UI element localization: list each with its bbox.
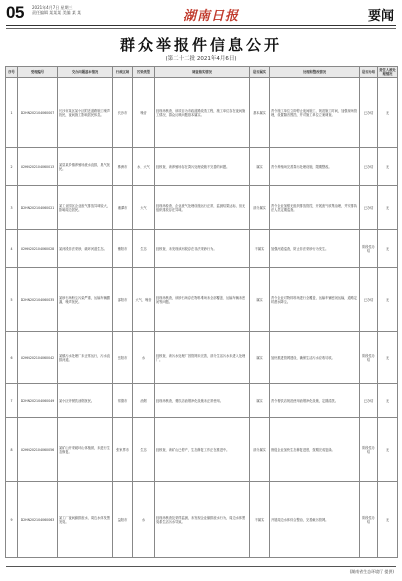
case-description: 某镇污水处理厂未正常运行，污水直排河道。 <box>58 332 113 384</box>
accountability: 无 <box>378 78 398 148</box>
region: 岳阳市 <box>113 332 133 384</box>
header-rule-thin <box>6 28 396 29</box>
handling-result: 责令施工单位立即停止夜间施工，规范施工时间，加强现场管理，设置隔音围挡，并对施工单位立案调查。 <box>270 78 360 148</box>
case-description: 某工厂夜间偷排废水，周边水体发黑发臭。 <box>58 482 113 558</box>
completion-status: 阶段性办结 <box>360 230 378 268</box>
table-row <box>6 230 398 268</box>
table-row <box>6 148 398 186</box>
case-description: 长沙市某区某小区附近道路施工噪声扰民，夜间施工影响居民休息。 <box>58 78 113 148</box>
accountability: 无 <box>378 268 398 332</box>
case-description: 某砂石场粉尘污染严重，运输车辆撒漏，噪声扰民。 <box>58 268 113 332</box>
case-description: 某工业园区企业废气排放异味较大，影响周边居民。 <box>58 186 113 230</box>
column-header: 交办问题基本情况 <box>58 67 113 78</box>
is-true: 不属实 <box>250 230 270 268</box>
handling-result: 加快推进管网建设，确保生活污水应收尽收。 <box>270 332 360 384</box>
accountability: 无 <box>378 418 398 482</box>
case-id: D2HN202104060049 <box>18 384 58 418</box>
region: 邵阳市 <box>113 268 133 332</box>
accountability: 无 <box>378 148 398 186</box>
case-description: 某河段非法采砂，破坏河道生态。 <box>58 230 113 268</box>
column-header: 是否属实 <box>250 67 270 78</box>
table-row <box>6 78 398 148</box>
verification-result: 经现场核查，餐饮店油烟净化设施未正常使用。 <box>155 384 250 418</box>
completion-status: 已办结 <box>360 186 378 230</box>
is-true: 部分属实 <box>250 186 270 230</box>
pollution-type: 大气 <box>133 186 155 230</box>
row-number: 3 <box>6 186 18 230</box>
editor-line: 责任编辑 某某某 美编 某 某 <box>32 10 82 15</box>
case-description: 某矿山开采破坏山体植被，未进行生态修复。 <box>58 418 113 482</box>
handling-result: 责令企业加强无组织排放管控，开展废气收集治理，并安排执法人员定期巡查。 <box>270 186 360 230</box>
pollution-type: 水 <box>133 332 155 384</box>
completion-status: 已办结 <box>360 148 378 186</box>
pollution-type: 生态 <box>133 230 155 268</box>
row-number: 2 <box>6 148 18 186</box>
verification-result: 经核查，未发现该河段存在非法采砂行为。 <box>155 230 250 268</box>
accountability: 无 <box>378 186 398 230</box>
footer-rule <box>6 566 396 567</box>
completion-status: 已办结 <box>360 384 378 418</box>
row-number: 7 <box>6 384 18 418</box>
handling-result: 责令餐饮店规范使用油烟净化设施，定期清洗。 <box>270 384 360 418</box>
handling-result: 责令企业对物料堆场进行全覆盖，运输车辆密闭运输，道路定时洒水降尘。 <box>270 268 360 332</box>
verification-result: 经核查，该污水处理厂因管网未完善，部分生活污水未进入处理厂。 <box>155 332 250 384</box>
accountability: 无 <box>378 230 398 268</box>
table-row <box>6 384 398 418</box>
column-header: 调查核实情况 <box>155 67 250 78</box>
pollution-type: 水 <box>133 482 155 558</box>
section-name: 要闻 <box>367 9 394 24</box>
case-id: D2HN202104060035 <box>18 268 58 332</box>
table-body <box>6 78 398 558</box>
row-number: 4 <box>6 230 18 268</box>
pollution-type: 水、大气 <box>133 148 155 186</box>
row-number: 5 <box>6 268 18 332</box>
column-header: 序号 <box>6 67 18 78</box>
table-row <box>6 482 398 558</box>
column-header: 受理编号 <box>18 67 58 78</box>
issue-meta <box>32 5 81 15</box>
page-header <box>0 0 402 30</box>
region: 益阳市 <box>113 482 133 558</box>
region: 株洲市 <box>113 148 133 186</box>
handling-result: 督促企业加快生态修复进度，按期完成复绿。 <box>270 418 360 482</box>
region: 衡阳市 <box>113 230 133 268</box>
page-subtitle: (第二十二批 2021年4月6日) <box>165 56 237 62</box>
pollution-type: 生态 <box>133 418 155 482</box>
verification-result: 经核查，该养殖场存在粪污处理设施不完善的问题。 <box>155 148 250 186</box>
completion-status: 已办结 <box>360 268 378 332</box>
case-description: 某小区旁餐饮油烟扰民。 <box>58 384 113 418</box>
is-true: 属实 <box>250 148 270 186</box>
is-true: 不属实 <box>250 482 270 558</box>
row-number: 9 <box>6 482 18 558</box>
case-id: X2HN202104060042 <box>18 332 58 384</box>
region: 常德市 <box>113 384 133 418</box>
newspaper-masthead-logo: 湖南日报 <box>183 9 240 24</box>
case-id: D2HN202104060007 <box>18 78 58 148</box>
report-table <box>5 66 398 558</box>
column-header: 是否办结 <box>360 67 378 78</box>
case-description: 某县某乡镇养殖场废水直排，臭气扰民。 <box>58 148 113 186</box>
page-number: 05 <box>6 3 24 22</box>
is-true: 属实 <box>250 268 270 332</box>
handling-result: 开展周边水体综合整治，完善截污管网。 <box>270 482 360 558</box>
table-row <box>6 332 398 384</box>
completion-status: 已办结 <box>360 78 378 148</box>
case-id: X2HN202104060013 <box>18 148 58 186</box>
page-title: 群众举报件信息公开 <box>119 36 282 54</box>
verification-result: 经现场核查，该项目为市政道路改造工程，施工单位存在夜间施工情况，群众反映问题基本属实。 <box>155 78 250 148</box>
accountability: 无 <box>378 482 398 558</box>
accountability: 无 <box>378 332 398 384</box>
case-id: D2HN202104060063 <box>18 482 58 558</box>
verification-result: 经核查，该矿山已停产，生态修复工作正在推进中。 <box>155 418 250 482</box>
completion-status: 阶段性办结 <box>360 418 378 482</box>
completion-status: 阶段性办结 <box>360 482 378 558</box>
is-true: 属实 <box>250 332 270 384</box>
handling-result: 责令养殖场完善粪污处理设施，限期整改。 <box>270 148 360 186</box>
pollution-type: 油烟 <box>133 384 155 418</box>
footer-source: (湖南省生态环境厅 提供) <box>349 569 394 574</box>
row-number: 1 <box>6 78 18 148</box>
verification-result: 经现场检查，企业废气处理设施运行正常，监测结果达标，但无组织排放存在异味。 <box>155 186 250 230</box>
verification-result: 经现场核查，该砂石场存在物料堆场未全部覆盖、运输车辆未密闭等问题。 <box>155 268 250 332</box>
table-row <box>6 186 398 230</box>
region: 张家界市 <box>113 418 133 482</box>
table-header-row <box>6 67 398 78</box>
region: 湘潭市 <box>113 186 133 230</box>
column-header: 污染类型 <box>133 67 155 78</box>
accountability: 无 <box>378 384 398 418</box>
table-row <box>6 268 398 332</box>
pollution-type: 噪音 <box>133 78 155 148</box>
is-true: 部分属实 <box>250 418 270 482</box>
case-id: D2HN202104060021 <box>18 186 58 230</box>
column-header: 处理和整改情况 <box>270 67 360 78</box>
handling-result: 加强河道巡查，防止非法采砂行为发生。 <box>270 230 360 268</box>
is-true: 基本属实 <box>250 78 270 148</box>
table-row <box>6 418 398 482</box>
row-number: 6 <box>6 332 18 384</box>
column-header: 责任人被处理情况 <box>379 68 396 76</box>
column-header: 行政区域 <box>113 67 133 78</box>
case-id: X2HN202104060028 <box>18 230 58 268</box>
pollution-type: 大气、噪音 <box>133 268 155 332</box>
row-number: 8 <box>6 418 18 482</box>
verification-result: 经现场核查及采样监测，未发现企业偷排废水行为，周边水体黑臭系生活污水导致。 <box>155 482 250 558</box>
header-rule <box>6 25 396 26</box>
region: 长沙市 <box>113 78 133 148</box>
is-true: 属实 <box>250 384 270 418</box>
completion-status: 阶段性办结 <box>360 332 378 384</box>
case-id: X2HN202104060056 <box>18 418 58 482</box>
issue-date: 2021年4月7日 星期三 <box>32 5 73 10</box>
